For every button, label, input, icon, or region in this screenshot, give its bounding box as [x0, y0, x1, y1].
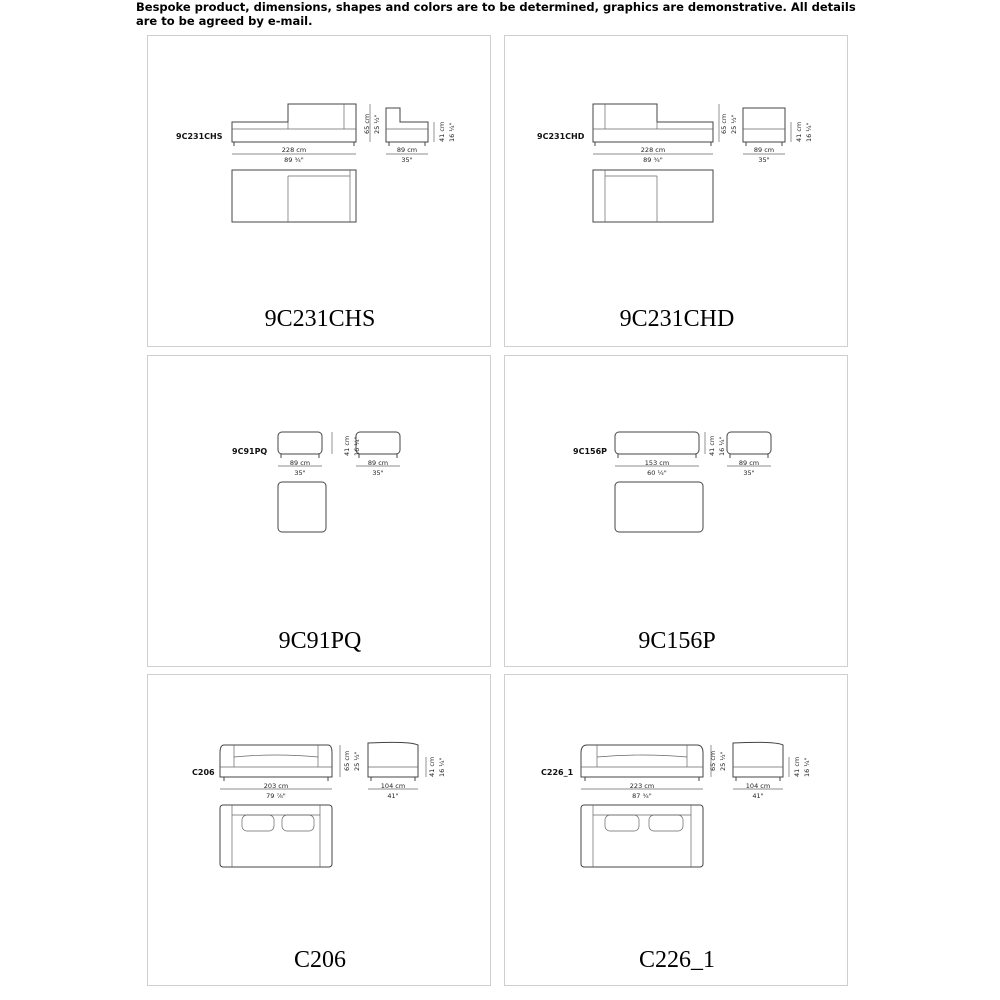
- width-cm: 153 cm: [644, 459, 670, 467]
- seat-in: 16 ¼": [805, 122, 813, 142]
- width-in: 89 ¾": [643, 156, 663, 164]
- width-cm: 228 cm: [640, 146, 666, 154]
- depth-in: 35": [743, 469, 755, 477]
- top-view-outline: [581, 805, 703, 867]
- depth-cm: 89 cm: [753, 146, 775, 154]
- product-card-c206[interactable]: [147, 674, 491, 986]
- width-cm: 223 cm: [629, 782, 655, 790]
- seat-in: 16 ¼": [353, 436, 361, 456]
- height-cm: 65 cm: [709, 750, 717, 771]
- product-card-9c91pq[interactable]: [147, 355, 491, 667]
- front-view-outline: [581, 745, 703, 777]
- front-view-outline: [593, 104, 713, 142]
- width-in: 87 ¾": [632, 792, 652, 800]
- depth-in: 35": [401, 156, 413, 164]
- width-cm: 228 cm: [281, 146, 307, 154]
- product-caption: 9C231CHS: [264, 306, 376, 332]
- product-card-9c156p[interactable]: [504, 355, 848, 667]
- top-view-outline: [278, 482, 326, 532]
- top-view-outline: [220, 805, 332, 867]
- seat-cm: 41 cm: [708, 435, 716, 456]
- side-view-outline: [386, 108, 428, 142]
- depth-in: 35": [758, 156, 770, 164]
- product-code: 9C91PQ: [232, 447, 268, 456]
- product-caption: C226_1: [638, 947, 716, 973]
- product-caption: 9C156P: [638, 628, 716, 654]
- top-view-outline: [593, 170, 713, 222]
- seat-cm: 41 cm: [793, 756, 801, 777]
- product-code: 9C156P: [573, 447, 607, 456]
- side-view-outline: [743, 108, 785, 142]
- height-cm: 65 cm: [720, 113, 728, 134]
- product-card-9c231chs[interactable]: [147, 35, 491, 347]
- width-cm: 203 cm: [263, 782, 289, 790]
- top-view-outline: [615, 482, 703, 532]
- seat-cm: 41 cm: [428, 756, 436, 777]
- height-in: 25 ½": [719, 751, 727, 771]
- product-code: C226_1: [541, 768, 574, 777]
- product-card-c226-1[interactable]: [504, 674, 848, 986]
- height-in: 25 ½": [353, 751, 361, 771]
- product-code: 9C231CHD: [537, 132, 585, 141]
- height-in: 25 ½": [373, 114, 381, 134]
- seat-in: 16 ¼": [718, 436, 726, 456]
- depth-cm: 89 cm: [738, 459, 760, 467]
- technical-drawing: [148, 36, 492, 348]
- cushion-outline: [282, 815, 314, 831]
- height-cm: 65 cm: [343, 750, 351, 771]
- technical-drawing: [505, 675, 849, 987]
- width-in: 60 ¼": [647, 469, 667, 477]
- technical-drawing: [505, 36, 849, 348]
- cushion-outline: [242, 815, 274, 831]
- product-code: 9C231CHS: [176, 132, 223, 141]
- product-caption: C206: [293, 947, 347, 973]
- width-in: 89 ¾": [284, 156, 304, 164]
- seat-cm: 41 cm: [343, 435, 351, 456]
- technical-drawing: [148, 356, 492, 668]
- depth-cm: 104 cm: [380, 782, 406, 790]
- product-caption: 9C91PQ: [278, 628, 362, 654]
- side-view-outline: [368, 742, 418, 777]
- depth-in: 41": [387, 792, 399, 800]
- seat-in: 16 ¼": [438, 757, 446, 777]
- seat-cm: 41 cm: [795, 121, 803, 142]
- width-cm: 89 cm: [289, 459, 311, 467]
- front-view-outline: [232, 104, 356, 142]
- cushion-outline: [605, 815, 639, 831]
- depth-cm: 89 cm: [396, 146, 418, 154]
- depth-in: 41": [752, 792, 764, 800]
- seat-cm: 41 cm: [438, 121, 446, 142]
- height-cm: 65 cm: [363, 113, 371, 134]
- technical-drawing: [505, 356, 849, 668]
- front-view-outline: [278, 432, 322, 454]
- disclaimer-text: Bespoke product, dimensions, shapes and colors are to be determined, graphics are demonstrative. All details are to be agreed by e-mail.: [136, 0, 856, 28]
- product-card-9c231chd[interactable]: [504, 35, 848, 347]
- width-in: 35": [294, 469, 306, 477]
- side-view-outline: [727, 432, 771, 454]
- seat-in: 16 ¼": [448, 122, 456, 142]
- technical-drawing: [148, 675, 492, 987]
- front-view-outline: [220, 745, 332, 777]
- front-view-outline: [615, 432, 699, 454]
- side-view-outline: [733, 742, 783, 777]
- cushion-outline: [649, 815, 683, 831]
- product-code: C206: [192, 768, 215, 777]
- seat-in: 16 ¼": [803, 757, 811, 777]
- top-view-outline: [232, 170, 356, 222]
- depth-cm: 89 cm: [367, 459, 389, 467]
- width-in: 79 ⅞": [266, 792, 286, 800]
- depth-cm: 104 cm: [745, 782, 771, 790]
- side-view-outline: [356, 432, 400, 454]
- height-in: 25 ½": [730, 114, 738, 134]
- depth-in: 35": [372, 469, 384, 477]
- product-caption: 9C231CHD: [619, 306, 735, 332]
